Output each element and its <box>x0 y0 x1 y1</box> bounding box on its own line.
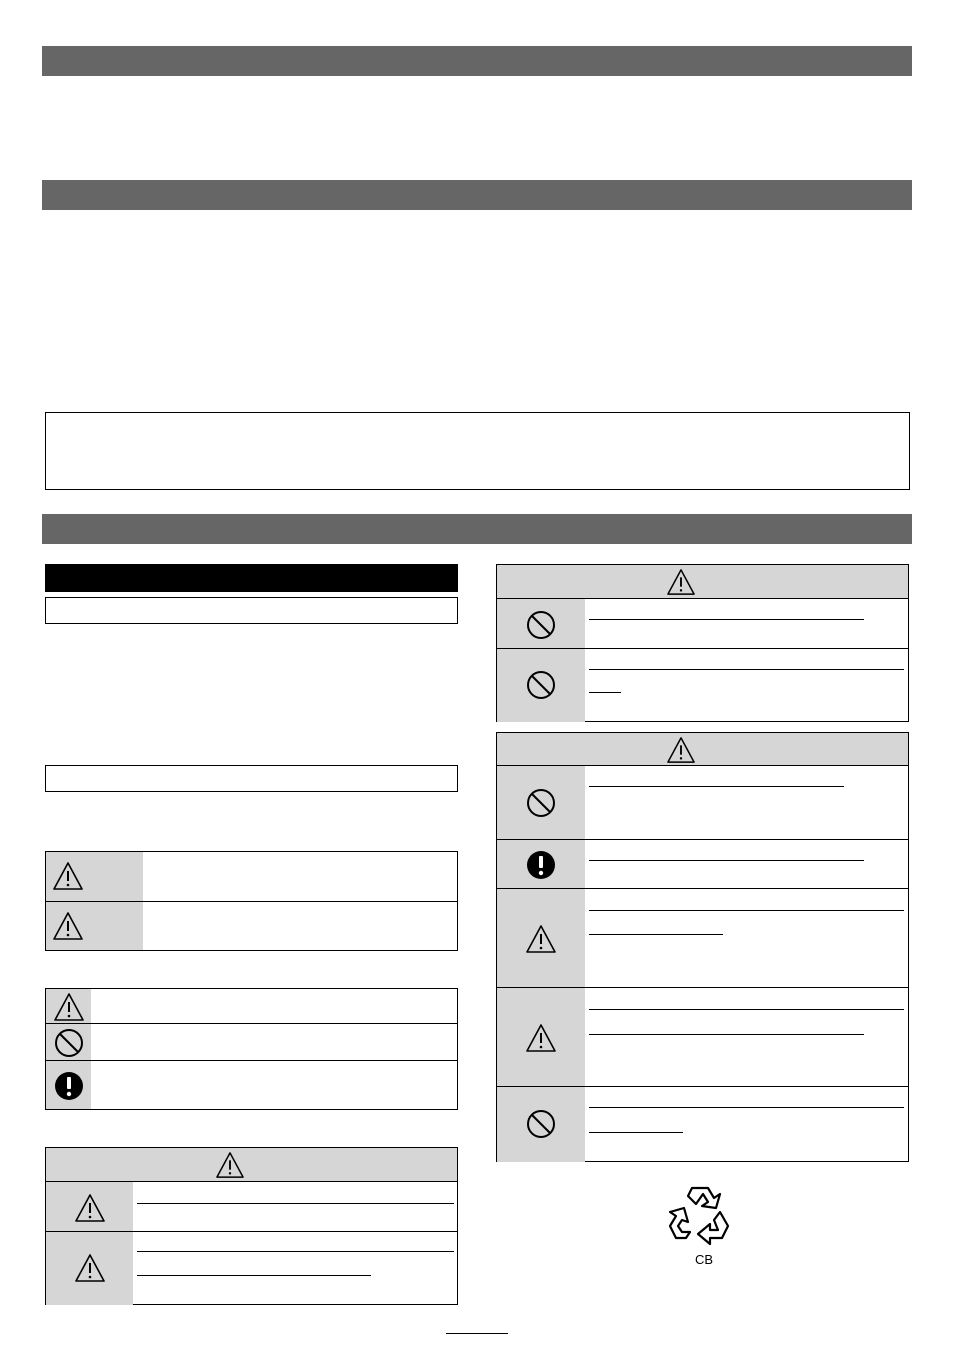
section-header-bar-3 <box>42 514 912 544</box>
subsection-heading-box-2 <box>45 765 458 792</box>
right2-row-3 <box>497 888 908 988</box>
warning-triangle-icon <box>665 568 697 596</box>
prohibited-icon <box>525 609 557 641</box>
right-warning-table-1 <box>496 564 909 722</box>
signal-row-caution <box>46 901 457 951</box>
left-warning-row-2 <box>46 1231 457 1305</box>
warning-triangle-icon <box>525 1023 557 1053</box>
subsection-title-bar <box>45 564 458 592</box>
left-warning-row-1 <box>46 1181 457 1232</box>
right1-row-2 <box>497 648 908 722</box>
page-number-rule <box>446 1333 508 1334</box>
right-warning-header-2 <box>497 733 908 766</box>
symbol-row-mandatory <box>46 1060 457 1110</box>
prohibited-icon <box>525 787 557 819</box>
warning-triangle-icon <box>214 1151 246 1179</box>
section-header-bar-1 <box>42 46 912 76</box>
warning-triangle-icon <box>525 924 557 954</box>
signal-row-warning <box>46 852 457 902</box>
section-header-bar-2 <box>42 180 912 210</box>
mandatory-action-icon <box>525 849 557 881</box>
recycle-icon <box>668 1182 738 1246</box>
warning-triangle-icon <box>665 736 697 764</box>
left-warning-header <box>46 1148 457 1182</box>
notice-box <box>45 412 910 490</box>
right-warning-header-1 <box>497 565 908 599</box>
signal-word-table <box>45 851 458 951</box>
symbol-row-prohibited <box>46 1023 457 1061</box>
mandatory-action-icon <box>53 1070 85 1102</box>
symbol-row-warning <box>46 989 457 1024</box>
recycle-label: CB <box>695 1252 714 1267</box>
warning-triangle-icon <box>52 911 84 941</box>
warning-triangle-icon <box>74 1193 106 1223</box>
subsection-heading-box-1 <box>45 597 458 624</box>
right2-row-2 <box>497 839 908 889</box>
right1-row-1 <box>497 598 908 649</box>
prohibited-icon <box>525 1108 557 1140</box>
right-warning-table-2 <box>496 732 909 1162</box>
right2-row-4 <box>497 987 908 1087</box>
left-warning-table <box>45 1147 458 1305</box>
symbol-legend-table <box>45 988 458 1110</box>
warning-triangle-icon <box>74 1253 106 1283</box>
right2-row-5 <box>497 1086 908 1162</box>
warning-triangle-icon <box>52 861 84 891</box>
warning-triangle-icon <box>53 992 85 1022</box>
right2-row-1 <box>497 765 908 840</box>
prohibited-icon <box>525 669 557 701</box>
prohibited-icon <box>53 1027 85 1059</box>
